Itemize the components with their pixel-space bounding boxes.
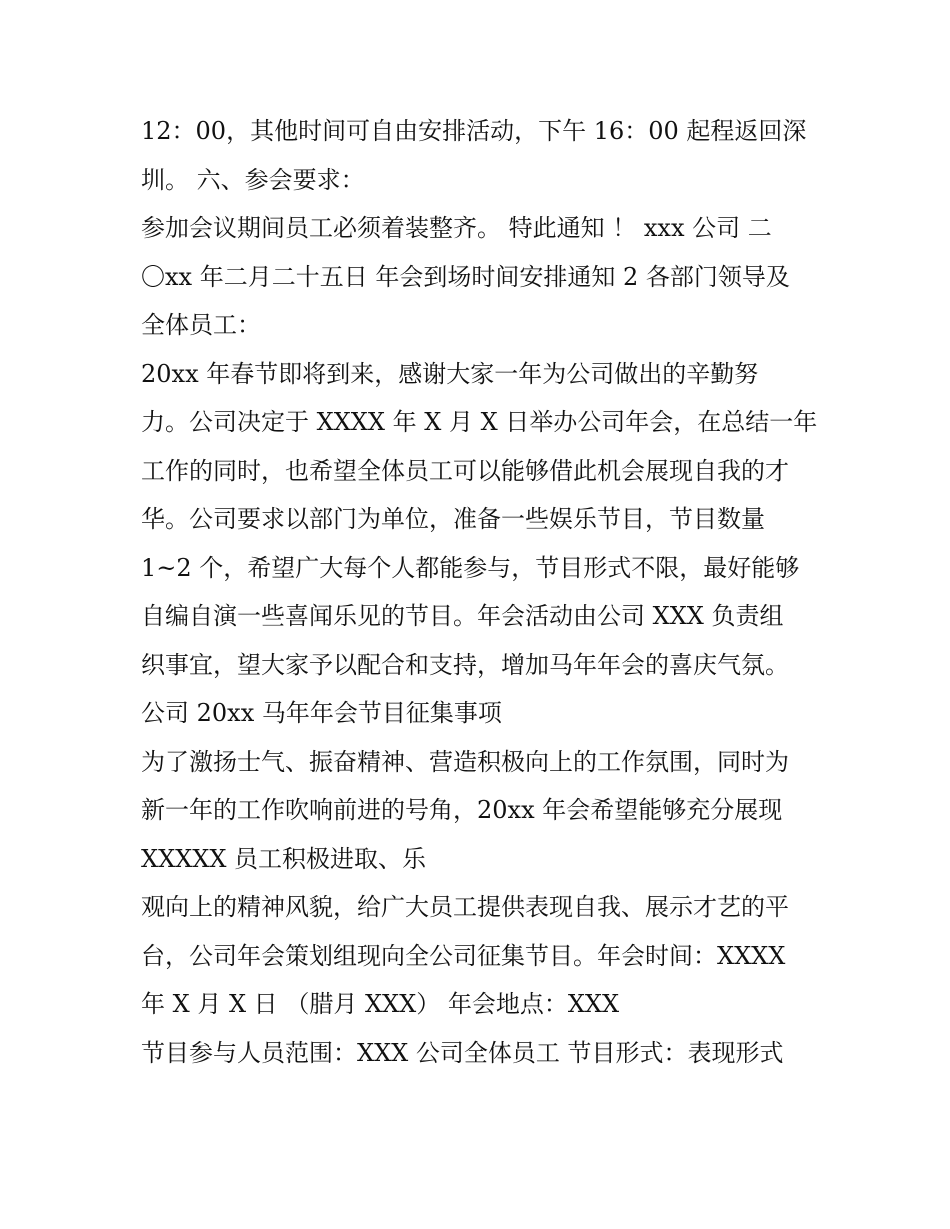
text-line: 织事宜，望大家予以配合和支持，增加马年年会的喜庆气氛。 bbox=[141, 650, 789, 679]
text-line: 新一年的工作吹响前进的号角，20xx 年会希望能够充分展现 bbox=[141, 796, 783, 824]
text-line: 20xx 年春节即将到来，感谢大家一年为公司做出的辛勤努 bbox=[141, 359, 759, 388]
text-line: 节目参与人员范围：XXX 公司全体员工 节目形式：表现形式 bbox=[141, 1038, 784, 1067]
text-line: XXXXX 员工积极进取、乐 bbox=[141, 844, 427, 873]
text-line: 为了激扬士气、振奋精神、营造积极向上的工作氛围，同时为 bbox=[141, 747, 789, 776]
text-line: 〇xx 年二月二十五日 年会到场时间安排通知 2 各部门领导及 bbox=[141, 262, 790, 291]
text-line: 力。公司决定于 XXXX 年 X 月 X 日举办公司年会，在总结一年 bbox=[141, 408, 818, 436]
text-line: 华。公司要求以部门为单位，准备一些娱乐节目，节目数量 bbox=[141, 505, 765, 533]
section-heading: 公司 20xx 马年年会节目征集事项 bbox=[141, 699, 502, 727]
text-line: 年 X 月 X 日 （腊月 XXX） 年会地点：XXX bbox=[141, 990, 620, 1018]
text-line: 观向上的精神风貌，给广大员工提供表现自我、展示才艺的平 bbox=[141, 893, 789, 921]
text-line: 参加会议期间员工必须着装整齐。 特此通知 ！ xxx 公司 二 bbox=[141, 214, 772, 242]
text-line: 1~2 个，希望广大每个人都能参与，节目形式不限，最好能够 bbox=[141, 553, 800, 582]
text-line: 工作的同时，也希望全体员工可以能够借此机会展现自我的才 bbox=[141, 456, 789, 485]
text-line: 台，公司年会策划组现向全公司征集节目。年会时间：XXXX bbox=[141, 941, 786, 970]
text-line: 自编自演一些喜闻乐见的节目。年会活动由公司 XXX 负责组 bbox=[141, 602, 784, 630]
text-line: 圳。 六、参会要求： bbox=[141, 165, 365, 194]
text-line: 12：00，其他时间可自由安排活动，下午 16：00 起程返回深 bbox=[141, 117, 807, 145]
text-line: 全体员工： bbox=[141, 311, 261, 339]
document-body bbox=[141, 107, 821, 1077]
